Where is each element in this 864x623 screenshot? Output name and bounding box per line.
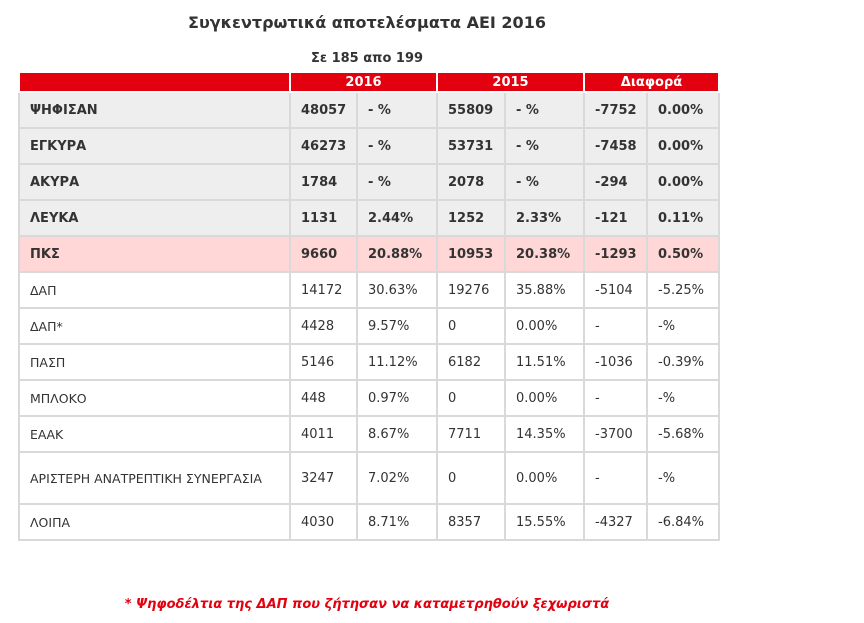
percent-2015: 11.51% (505, 344, 584, 380)
row-label: ΠΑΣΠ (19, 344, 290, 380)
table-row (19, 416, 719, 452)
percent-2016: - % (357, 92, 437, 128)
value-2016: 448 (290, 380, 357, 416)
percent-2015: 2.33% (505, 200, 584, 236)
table-row (19, 380, 719, 416)
percent-2015: 20.38% (505, 236, 584, 272)
value-2016: 4011 (290, 416, 357, 452)
header-2015: 2015 (437, 72, 584, 92)
row-label: ΛΕΥΚΑ (19, 200, 290, 236)
difference-value: -1036 (584, 344, 647, 380)
difference-value: - (584, 452, 647, 504)
results-table (18, 71, 720, 541)
percent-2016: 7.02% (357, 452, 437, 504)
page-subtitle: Σε 185 απο 199 (310, 51, 424, 66)
difference-value: -7458 (584, 128, 647, 164)
value-2016: 46273 (290, 128, 357, 164)
value-2015: 0 (437, 380, 505, 416)
page-title: Συγκεντρωτικά αποτελέσματα ΑΕΙ 2016 (188, 13, 546, 32)
difference-value: - (584, 380, 647, 416)
difference-value: -3700 (584, 416, 647, 452)
table-body (19, 92, 719, 540)
header-2016: 2016 (290, 72, 437, 92)
row-label: ΑΚΥΡΑ (19, 164, 290, 200)
value-2015: 0 (437, 308, 505, 344)
value-2015: 55809 (437, 92, 505, 128)
difference-percent: -5.25% (647, 272, 719, 308)
percent-2016: 9.57% (357, 308, 437, 344)
value-2015: 7711 (437, 416, 505, 452)
percent-2016: 8.71% (357, 504, 437, 540)
row-label: ΕΑΑΚ (19, 416, 290, 452)
row-label: ΛΟΙΠΑ (19, 504, 290, 540)
table-row (19, 504, 719, 540)
difference-value: -7752 (584, 92, 647, 128)
difference-value: -121 (584, 200, 647, 236)
row-label: ΑΡΙΣΤΕΡΗ ΑΝΑΤΡΕΠΤΙΚΗ ΣΥΝΕΡΓΑΣΙΑ (19, 452, 290, 504)
percent-2016: 11.12% (357, 344, 437, 380)
difference-percent: 0.00% (647, 164, 719, 200)
percent-2015: - % (505, 92, 584, 128)
difference-value: - (584, 308, 647, 344)
value-2015: 6182 (437, 344, 505, 380)
difference-percent: -% (647, 452, 719, 504)
difference-percent: -% (647, 380, 719, 416)
value-2016: 48057 (290, 92, 357, 128)
percent-2016: 8.67% (357, 416, 437, 452)
row-label: ΜΠΛΟΚΟ (19, 380, 290, 416)
value-2016: 1784 (290, 164, 357, 200)
table-row (19, 272, 719, 308)
value-2015: 1252 (437, 200, 505, 236)
table-row (19, 344, 719, 380)
difference-value: -5104 (584, 272, 647, 308)
value-2015: 19276 (437, 272, 505, 308)
value-2016: 4030 (290, 504, 357, 540)
table-row (19, 308, 719, 344)
percent-2016: 2.44% (357, 200, 437, 236)
difference-percent: 0.50% (647, 236, 719, 272)
difference-percent: -6.84% (647, 504, 719, 540)
value-2015: 2078 (437, 164, 505, 200)
difference-value: -4327 (584, 504, 647, 540)
difference-percent: -% (647, 308, 719, 344)
header-blank-cell (19, 72, 290, 92)
percent-2015: 35.88% (505, 272, 584, 308)
percent-2016: - % (357, 164, 437, 200)
value-2015: 10953 (437, 236, 505, 272)
percent-2015: - % (505, 164, 584, 200)
difference-percent: 0.00% (647, 92, 719, 128)
row-label: ΔΑΠ* (19, 308, 290, 344)
value-2015: 0 (437, 452, 505, 504)
value-2016: 5146 (290, 344, 357, 380)
footnote: * Ψηφοδέλτια της ΔΑΠ που ζήτησαν να καταμετρηθούν ξεχωριστά (124, 597, 610, 612)
table-row (19, 92, 719, 128)
row-label: ΠΚΣ (19, 236, 290, 272)
percent-2016: 20.88% (357, 236, 437, 272)
percent-2015: 14.35% (505, 416, 584, 452)
value-2016: 9660 (290, 236, 357, 272)
percent-2015: - % (505, 128, 584, 164)
percent-2016: 0.97% (357, 380, 437, 416)
percent-2015: 0.00% (505, 308, 584, 344)
percent-2016: - % (357, 128, 437, 164)
difference-value: -1293 (584, 236, 647, 272)
value-2016: 4428 (290, 308, 357, 344)
table-row (19, 452, 719, 504)
difference-percent: -5.68% (647, 416, 719, 452)
row-label: ΔΑΠ (19, 272, 290, 308)
table-header-row (19, 72, 719, 92)
table-row (19, 200, 719, 236)
percent-2015: 0.00% (505, 452, 584, 504)
difference-value: -294 (584, 164, 647, 200)
table-row (19, 164, 719, 200)
percent-2016: 30.63% (357, 272, 437, 308)
difference-percent: 0.00% (647, 128, 719, 164)
table-row (19, 236, 719, 272)
percent-2015: 0.00% (505, 380, 584, 416)
table-row (19, 128, 719, 164)
difference-percent: -0.39% (647, 344, 719, 380)
header-difference: Διαφορά (584, 72, 719, 92)
value-2016: 1131 (290, 200, 357, 236)
percent-2015: 15.55% (505, 504, 584, 540)
row-label: ΕΓΚΥΡΑ (19, 128, 290, 164)
value-2016: 14172 (290, 272, 357, 308)
value-2016: 3247 (290, 452, 357, 504)
value-2015: 53731 (437, 128, 505, 164)
value-2015: 8357 (437, 504, 505, 540)
row-label: ΨΗΦΙΣΑΝ (19, 92, 290, 128)
difference-percent: 0.11% (647, 200, 719, 236)
